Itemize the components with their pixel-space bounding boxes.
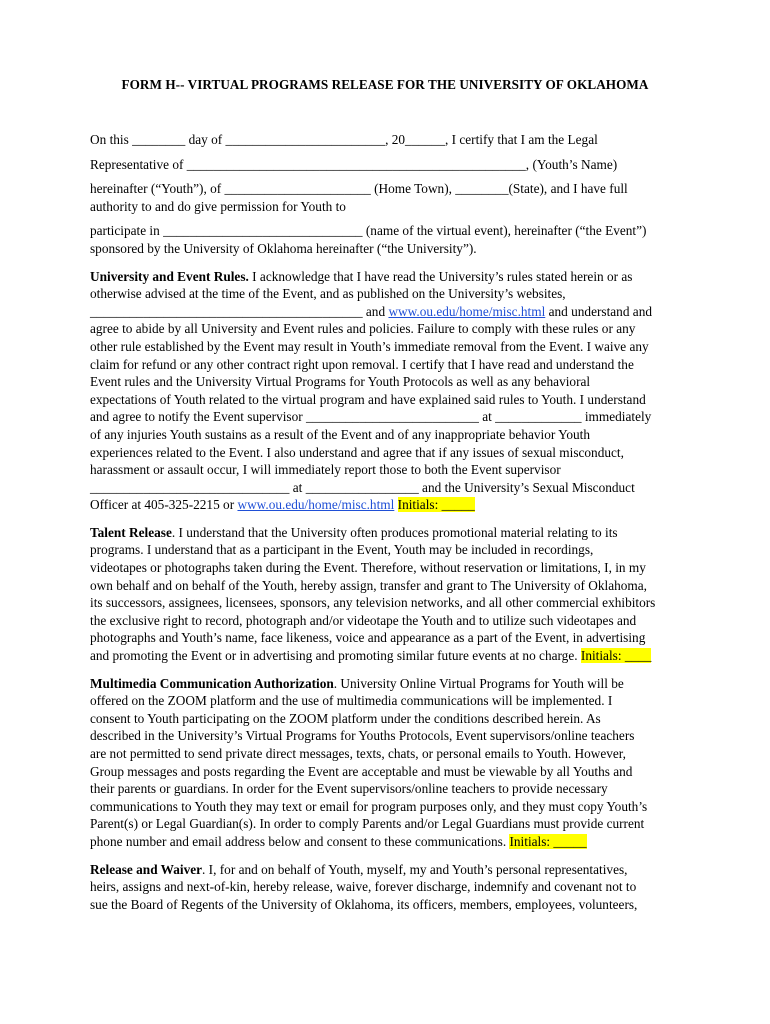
initials-field-multimedia[interactable]: Initials: _____ <box>509 833 587 849</box>
talent-line: the exclusive right to record, photograph and/or videotape the Youth and to utilize such videotapes and <box>90 612 637 628</box>
intro-paragraph-representative <box>90 156 690 174</box>
intro-paragraph-event <box>90 222 690 257</box>
intro-line: participate in ______________________________ (name of the virtual event), hereinafter (“the Event”) <box>90 223 647 239</box>
misc-policy-link[interactable]: www.ou.edu/home/misc.html <box>388 303 546 319</box>
talent-line: videotapes or photographs taken during the Event. Therefore, without reservation or limitations, I, in my <box>90 560 646 576</box>
release-line: heirs, assigns and next-of-kin, hereby release, waive, forever discharge, indemnify and covenant not to <box>90 879 637 895</box>
media-line: consent to Youth participating on the ZOOM platform under the conditions described herein. As <box>90 710 601 726</box>
rules-line: other rule established by the Event may result in Youth’s immediate removal from the Event. I waive any <box>90 338 649 354</box>
section-heading-rules: University and Event Rules. <box>90 268 249 284</box>
section-university-event-rules <box>90 268 690 514</box>
talent-line: programs. I understand that as a participant in the Event, Youth may be included in recordings, <box>90 542 594 558</box>
initials-field-talent[interactable]: Initials: ____ <box>580 648 652 664</box>
form-body <box>90 131 690 913</box>
release-text: . I, for and on behalf of Youth, myself, my and Youth’s personal representatives, <box>202 861 628 877</box>
rules-text: I acknowledge that I have read the University’s rules stated herein or as <box>248 268 633 284</box>
talent-line <box>90 647 690 665</box>
section-multimedia-authorization <box>90 675 690 851</box>
intro-line: On this ________ day of ________________________, 20______, I certify that I am the Legal <box>90 132 598 147</box>
talent-line: own behalf and on behalf of the Youth, hereby assign, transfer and grant to The University of Oklahoma, <box>90 577 647 593</box>
intro-paragraph-date <box>90 131 690 149</box>
media-line: offered on the ZOOM platform and the use of multimedia communications will be implemented. I <box>90 693 613 709</box>
rules-line <box>90 496 690 514</box>
rules-text: and understand and <box>545 303 652 319</box>
rules-line: of any injuries Youth sustains as a result of the Event and of any inappropriate behavior Youth <box>90 426 591 442</box>
section-heading-talent: Talent Release <box>90 524 172 540</box>
media-line: Group messages and posts regarding the Event are acceptable and must be viewable by all Youths and <box>90 763 633 779</box>
intro-line: authority to and do give permission for Youth to <box>90 198 346 214</box>
rules-line <box>90 268 690 286</box>
section-talent-release <box>90 524 690 665</box>
initials-field-rules[interactable]: Initials: _____ <box>397 497 475 513</box>
rules-line: expectations of Youth related to the virtual program and have explained said rules to Youth. I understand <box>90 391 646 407</box>
talent-line <box>90 524 690 542</box>
section-release-waiver <box>90 861 690 914</box>
section-heading-release: Release and Waiver <box>90 861 203 877</box>
intro-line: sponsored by the University of Oklahoma hereinafter (“the University”). <box>90 240 477 256</box>
intro-paragraph-hometown <box>90 180 690 215</box>
release-line: sue the Board of Regents of the University of Oklahoma, its officers, members, employees, volunteers, <box>90 896 638 912</box>
talent-line: its successors, assignees, licensees, sponsors, any television networks, and all other commercial exhibitors <box>90 595 656 611</box>
form-title: FORM H-- VIRTUAL PROGRAMS RELEASE FOR THE UNIVERSITY OF OKLAHOMA <box>121 77 649 92</box>
media-text: . University Online Virtual Programs for Youth will be <box>333 675 624 691</box>
media-line <box>90 833 690 851</box>
media-line: their parents or guardians. In order for the Event supervisors/online teachers to provide necessary <box>90 781 608 797</box>
intro-line: hereinafter (“Youth”), of ______________________ (Home Town), ________(State), and I have full <box>90 181 628 197</box>
intro-line: Representative of ___________________________________________________, (Youth’s Name) <box>90 156 618 172</box>
rules-line: ______________________________ at _________________ and the University’s Sexual Misconduct <box>90 479 635 495</box>
rules-line: otherwise advised at the time of the Event, and as published on the University’s websites, <box>90 286 566 302</box>
talent-line: photographs and Youth’s name, face likeness, voice and appearance as a part of the Event, in advertising <box>90 630 646 646</box>
media-line: communications to Youth they may text or email for program purposes only, and they must copy Youth’s <box>90 798 648 814</box>
release-line <box>90 861 690 879</box>
media-line <box>90 675 690 693</box>
talent-text: . I understand that the University often produces promotional material relating to its <box>171 524 618 540</box>
rules-line: agree to abide by all University and Event rules and policies. Failure to comply with these rules or any <box>90 321 636 337</box>
rules-text: Officer at 405-325-2215 or <box>90 497 238 513</box>
rules-line: experiences related to the Event. I also understand and agree that if any issues of sexual misconduct, <box>90 444 624 460</box>
rules-line: claim for refund or any other contract right upon removal. I certify that I have read and understand the <box>90 356 634 372</box>
media-line: described in the University’s Virtual Programs for Youths Protocols, Event supervisors/online teachers <box>90 728 635 744</box>
section-heading-multimedia: Multimedia Communication Authorization <box>90 675 334 691</box>
media-line: are not permitted to send private direct messages, texts, chats, or personal emails to Youth. However, <box>90 746 627 761</box>
rules-line: Event rules and the University Virtual Programs for Youth Protocols as well as any behavioral <box>90 374 591 390</box>
rules-line: and agree to notify the Event supervisor __________________________ at _____________ immediately <box>90 409 652 425</box>
media-line: Parent(s) or Legal Guardian(s). In order to comply Parents and/or Legal Guardians must provide current <box>90 816 645 832</box>
rules-text: _________________________________________ and <box>90 303 389 319</box>
media-text: phone number and email address below and consent to these communications. <box>90 833 510 849</box>
talent-text: and promoting the Event or in advertising and promoting similar future events at no charge. <box>90 648 581 664</box>
misconduct-policy-link[interactable]: www.ou.edu/home/misc.html <box>237 497 395 513</box>
rules-line: harassment or assault occur, I will immediately report those to both the Event supervisor <box>90 462 561 478</box>
rules-line <box>90 303 690 321</box>
